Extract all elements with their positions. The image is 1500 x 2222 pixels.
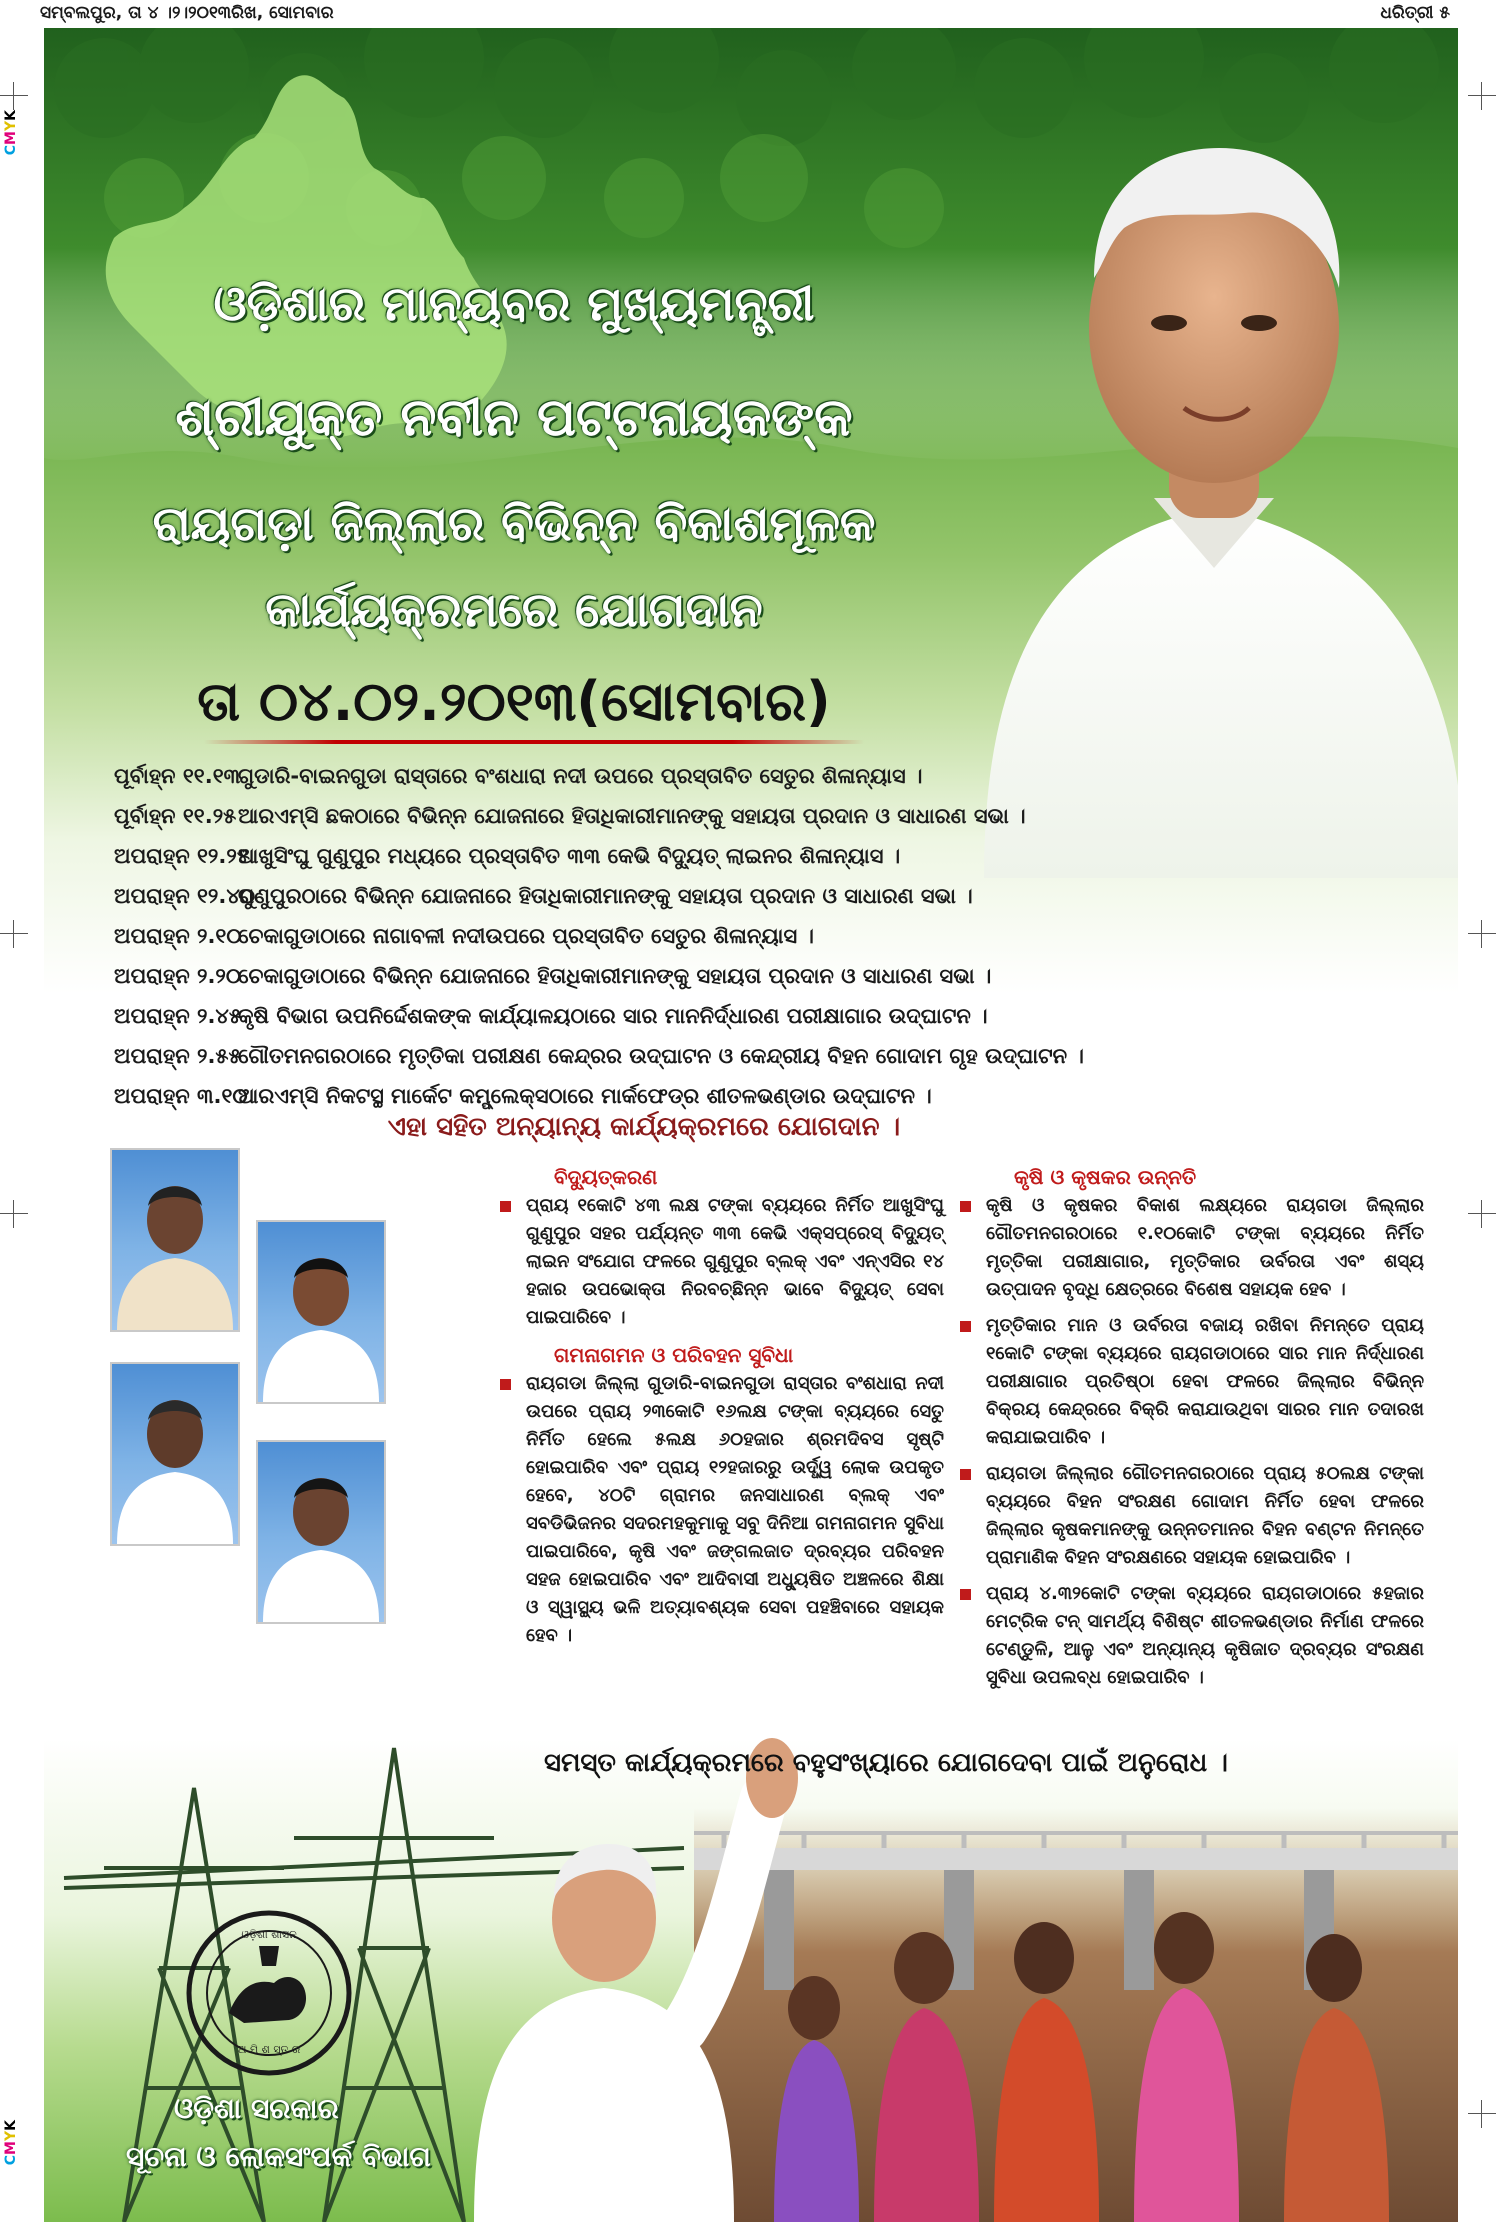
headline-line-4: କାର୍ଯ୍ୟକ୍ରମରେ ଯୋଗଦାନ <box>265 582 763 638</box>
newspaper-dateline: ସମ୍ବଲପୁର, ତା ୪ ।୨।୨୦୧୩ରିଖ, ସୋମବାର <box>40 3 334 23</box>
headline-line-1: ଓଡ଼ିଶାର ମାନ୍ୟବର ମୁଖ୍ୟମନ୍ତ୍ରୀ <box>213 276 815 332</box>
section-title-agriculture: କୃଷି ଓ କୃଷକର ଉନ୍ନତି <box>1014 1165 1197 1189</box>
emblem-text: ଓଡ଼ିଶା ଶାସନ <box>241 1928 297 1941</box>
schedule-row <box>114 1076 1154 1116</box>
bullet-item <box>484 1192 944 1332</box>
registration-mark <box>1468 2100 1496 2128</box>
schedule-row <box>114 996 1154 1036</box>
schedule-time: ଅପରାହ୍ନ ୩.୧୦ <box>114 1084 248 1108</box>
schedule-event: ଗୁଡାରି-ବାଇନଗୁଡା ରାସ୍ତାରେ ବଂଶଧାରା ନଦୀ ଉପରେ ପ୍ରସ୍ତାବିତ ସେତୁର ଶିଳାନ୍ୟାସ । <box>238 764 923 788</box>
schedule-list <box>114 756 1154 1116</box>
column-infrastructure <box>484 1162 944 1658</box>
schedule-row <box>114 876 1154 916</box>
schedule-event: କୃଷି ବିଭାଗ ଉପନିର୍ଦ୍ଦେଶକଙ୍କ କାର୍ଯ୍ୟାଳୟଠାରେ ସାର ମାନନିର୍ଦ୍ଧାରଣ ପରୀକ୍ଷାଗାର ଉଦ୍‌ଘାଟନ । <box>238 1004 988 1028</box>
newspaper-header <box>40 0 1450 26</box>
schedule-row <box>114 796 1154 836</box>
schedule-time: ପୂର୍ବାହ୍ନ ୧୧.୧୩ <box>114 764 241 788</box>
schedule-event: ଆରଏମ୍‌ସି ଛକଠାରେ ବିଭିନ୍ନ ଯୋଜନାରେ ହିତାଧିକାରୀମାନଙ୍କୁ ସହାୟତା ପ୍ରଦାନ ଓ ସାଧାରଣ ସଭା । <box>238 804 1026 828</box>
advertisement-poster <box>44 28 1458 2222</box>
schedule-event: ଆରଏମ୍‌ସି ନିକଟସ୍ଥ ମାର୍କେଟ କମ୍ପ୍ଲେକ୍ସଠାରେ ମାର୍କଫେଡ୍‌ର ଶୀତଳଭଣ୍ଡାର ଉଦ୍‌ଘାଟନ । <box>238 1084 932 1108</box>
headline-line-3: ରାୟଗଡ଼ା ଜିଲ୍ଲାର ବିଭିନ୍ନ ବିକାଶମୂଳକ <box>152 496 876 552</box>
schedule-event: ଚେକାଗୁଡାଠାରେ ନାଗାବଳୀ ନଦୀଉପରେ ପ୍ରସ୍ତାବିତ ସେତୁର ଶିଳାନ୍ୟାସ । <box>238 924 814 948</box>
schedule-time: ଅପରାହ୍ନ ୨.୫୫ <box>114 1044 242 1068</box>
dignitary-photo <box>110 1362 240 1546</box>
schedule-row <box>114 756 1154 796</box>
bullet-item <box>944 1460 1424 1572</box>
registration-mark <box>0 1200 28 1228</box>
registration-mark <box>1468 82 1496 110</box>
schedule-time: ଅପରାହ୍ନ ୨.୧୦ <box>114 924 242 948</box>
bullet-item <box>944 1312 1424 1452</box>
footer-government: ଓଡ଼ିଶା ସରକାର <box>174 2092 339 2125</box>
schedule-row <box>114 956 1154 996</box>
bullet-text: କୃଷି ଓ କୃଷକର ବିକାଶ ଲକ୍ଷ୍ୟରେ ରାୟଗଡା ଜିଲ୍ଲାର ଗୌତମନଗରଠାରେ ୧.୧୦କୋଟି ଟଙ୍କା ବ୍ୟୟରେ ନିର୍ମିତ ମୃତ୍ତିକା ପରୀକ୍ଷାଗାର, ମୃତ୍ତିକାର ଉର୍ବରତା ଏବଂ ଶସ୍ୟ ଉତ୍ପାଦନ ବୃଦ୍ଧି କ୍ଷେତ୍ରରେ ବିଶେଷ ସହାୟକ ହେବ । <box>986 1195 1424 1300</box>
cmyk-mark-top: CMYK <box>3 110 19 156</box>
odisha-government-emblem-icon <box>184 1908 354 2078</box>
schedule-row <box>114 836 1154 876</box>
also-attending-note: ଏହା ସହିତ ଅନ୍ୟାନ୍ୟ କାର୍ଯ୍ୟକ୍ରମରେ ଯୋଗଦାନ । <box>387 1112 901 1142</box>
schedule-time: ଅପରାହ୍ନ ୧୨.୪୦ <box>114 884 256 908</box>
headline-line-2: ଶ୍ରୀଯୁକ୍ତ ନବୀନ ପଟ୍ଟନାୟକଙ୍କ <box>175 388 853 448</box>
schedule-event: ଗୁଣୁପୁରଠାରେ ବିଭିନ୍ନ ଯୋଜନାରେ ହିତାଧିକାରୀମାନଙ୍କୁ ସହାୟତା ପ୍ରଦାନ ଓ ସାଧାରଣ ସଭା । <box>238 884 973 908</box>
schedule-time: ଅପରାହ୍ନ ୨.୨୦ <box>114 964 242 988</box>
bullet-text: ପ୍ରାୟ ୪.୩୨କୋଟି ଟଙ୍କା ବ୍ୟୟରେ ରାୟଗଡାଠାରେ ୫ହଜାର ମେଟ୍ରିକ ଟନ୍ ସାମର୍ଥ୍ୟ ବିଶିଷ୍ଟ ଶୀତଳଭଣ୍ଡାର ନିର୍ମାଣ ଫଳରେ ଟେଣ୍ଡୁଳି, ଆଳୁ ଏବଂ ଅନ୍ୟାନ୍ୟ କୃଷିଜାତ ଦ୍ରବ୍ୟର ସଂରକ୍ଷଣ ସୁବିଧା ଉପଲବ୍ଧ ହୋଇପାରିବ । <box>986 1583 1424 1688</box>
bullet-text: ପ୍ରାୟ ୧କୋଟି ୪୩ ଲକ୍ଷ ଟଙ୍କା ବ୍ୟୟରେ ନିର୍ମିତ ଆଖୁସିଂଘୁ ଗୁଣୁପୁର ସହର ପର୍ଯ୍ୟନ୍ତ ୩୩ କେଭି ଏକ୍ସପ୍ରେସ୍ ବିଦ୍ୟୁତ୍ ଲାଇନ ସଂଯୋଗ ଫଳରେ ଗୁଣୁପୁର ବ୍ଲକ୍ ଏବଂ ଏନ୍‌ଏସିର ୧୪ ହଜାର ଉପଭୋକ୍ତା ନିରବଚ୍ଛିନ୍ନ ଭାବେ ବିଦ୍ୟୁତ୍ ସେବା ପାଇପାରିବେ । <box>526 1195 944 1328</box>
registration-mark <box>0 82 28 110</box>
column-agriculture <box>944 1162 1424 1700</box>
schedule-row <box>114 1036 1154 1076</box>
bullet-text: ରାୟଗଡା ଜିଲ୍ଲାର ଗୌତମନଗରଠାରେ ପ୍ରାୟ ୫୦ଲକ୍ଷ ଟଙ୍କା ବ୍ୟୟରେ ବିହନ ସଂରକ୍ଷଣ ଗୋଦାମ ନିର୍ମିତ ହେବା ଫଳରେ ଜିଲ୍ଲାର କୃଷକମାନଙ୍କୁ ଉନ୍ନତମାନର ବିହନ ବଣ୍ଟନ ନିମନ୍ତେ ପ୍ରାମାଣିକ ବିହନ ସଂରକ୍ଷଣରେ ସହାୟକ ହୋଇପାରିବ । <box>986 1463 1424 1568</box>
schedule-event: ଗୌତମନଗରଠାରେ ମୃତ୍ତିକା ପରୀକ୍ଷଣ କେନ୍ଦ୍ରର ଉଦ୍‌ଘାଟନ ଓ କେନ୍ଦ୍ରୀୟ ବିହନ ଗୋଦାମ ଗୃହ ଉଦ୍‌ଘାଟନ । <box>238 1044 1084 1068</box>
bullet-item <box>944 1192 1424 1304</box>
section-title-electrification: ବିଦ୍ୟୁତ୍‌କରଣ <box>554 1165 658 1189</box>
bullet-text: ରାୟଗଡା ଜିଲ୍ଲା ଗୁଡାରି-ବାଇନଗୁଡା ରାସ୍ତାର ବଂଶଧାରା ନଦୀ ଉପରେ ପ୍ରାୟ ୨୩କୋଟି ୧୬ଲକ୍ଷ ଟଙ୍କା ବ୍ୟୟରେ ସେତୁ ନିର୍ମିତ ହେଲେ ୫ଲକ୍ଷ ୬୦ହଜାର ଶ୍ରମଦିବସ ସୃଷ୍ଟି ହୋଇପାରିବ ଏବଂ ପ୍ରାୟ ୧୨ହଜାରରୁ ଉର୍ଦ୍ଧ୍ୱ ଲୋକ ଉପକୃତ ହେବେ, ୪୦ଟି ଗ୍ରାମର ଜନସାଧାରଣ ବ୍ଲକ୍ ଏବଂ ସବଡିଭିଜନର ସଦରମହକୁମାକୁ ସବୁ ଦିନିଆ ଗମନାଗମନ ସୁବିଧା ପାଇପାରିବେ, କୃଷି ଏବଂ ଜଙ୍ଗଲଜାତ ଦ୍ରବ୍ୟର ପରିବହନ ସହଜ ହୋଇପାରିବ ଏବଂ ଆଦିବାସୀ ଅଧ୍ୟୁଷିତ ଅଞ୍ଚଳରେ ଶିକ୍ଷା ଓ ସ୍ୱାସ୍ଥ୍ୟ ଭଳି ଅତ୍ୟାବଶ୍ୟକ ସେବା ପହଞ୍ଚିବାରେ ସହାୟକ ହେବ । <box>526 1373 944 1646</box>
dignitary-photo <box>110 1148 240 1332</box>
registration-mark <box>1468 920 1496 948</box>
registration-mark <box>0 920 28 948</box>
schedule-time: ପୂର୍ବାହ୍ନ ୧୧.୨୫ <box>114 804 237 828</box>
schedule-row <box>114 916 1154 956</box>
appeal-text: ସମସ୍ତ କାର୍ଯ୍ୟକ୍ରମରେ ବହୁସଂଖ୍ୟାରେ ଯୋଗଦେବା ପାଇଁ ଅନୁରୋଧ । <box>544 1748 1228 1778</box>
emblem-motto: ଅ ମି ଶ ସ୍ତ ର <box>237 2043 301 2056</box>
schedule-event: ଚେକାଗୁଡାଠାରେ ବିଭିନ୍ନ ଯୋଜନାରେ ହିତାଧିକାରୀମାନଙ୍କୁ ସହାୟତା ପ୍ରଦାନ ଓ ସାଧାରଣ ସଭା । <box>238 964 992 988</box>
bullet-text: ମୃତ୍ତିକାର ମାନ ଓ ଉର୍ବରତା ବଜାୟ ରଖିବା ନିମନ୍ତେ ପ୍ରାୟ ୧କୋଟି ଟଙ୍କା ବ୍ୟୟରେ ରାୟଗଡାଠାରେ ସାର ମାନ ନିର୍ଦ୍ଧାରଣ ପରୀକ୍ଷାଗାର ପ୍ରତିଷ୍ଠା ହେବା ଫଳରେ ଜିଲ୍ଲାର ବିଭିନ୍ନ ବିକ୍ରୟ କେନ୍ଦ୍ରରେ ବିକ୍ରି କରାଯାଉଥିବା ସାରର ମାନ ତଦାରଖ କରାଯାଇପାରିବ । <box>986 1315 1424 1448</box>
schedule-time: ଅପରାହ୍ନ ୨.୪୫ <box>114 1004 242 1028</box>
dignitary-photo <box>256 1220 386 1404</box>
headline-date: ତା ୦୪.୦୨.୨୦୧୩(ସୋମବାର) <box>197 670 831 733</box>
cmyk-mark-bottom: CMYK <box>3 2120 19 2166</box>
bullet-item <box>484 1370 944 1650</box>
registration-mark <box>1468 1200 1496 1228</box>
schedule-event: ଆଖୁସିଂଘୁ ଗୁଣୁପୁର ମଧ୍ୟରେ ପ୍ରସ୍ତାବିତ ୩୩ କେଭି ବିଦ୍ୟୁତ୍ ଲାଇନର ଶିଳାନ୍ୟାସ । <box>238 844 901 868</box>
footer-department: ସୂଚନା ଓ ଲୋକସଂପର୍କ ବିଭାଗ <box>126 2140 431 2173</box>
dignitary-photo <box>256 1440 386 1624</box>
headline-underline <box>204 740 864 744</box>
newspaper-page-number: ଧରିତ୍ରୀ ୫ <box>1380 3 1450 23</box>
schedule-time: ଅପରାହ୍ନ ୧୨.୨୫ <box>114 844 250 868</box>
section-title-transport: ଗମନାଗମନ ଓ ପରିବହନ ସୁବିଧା <box>554 1343 794 1367</box>
